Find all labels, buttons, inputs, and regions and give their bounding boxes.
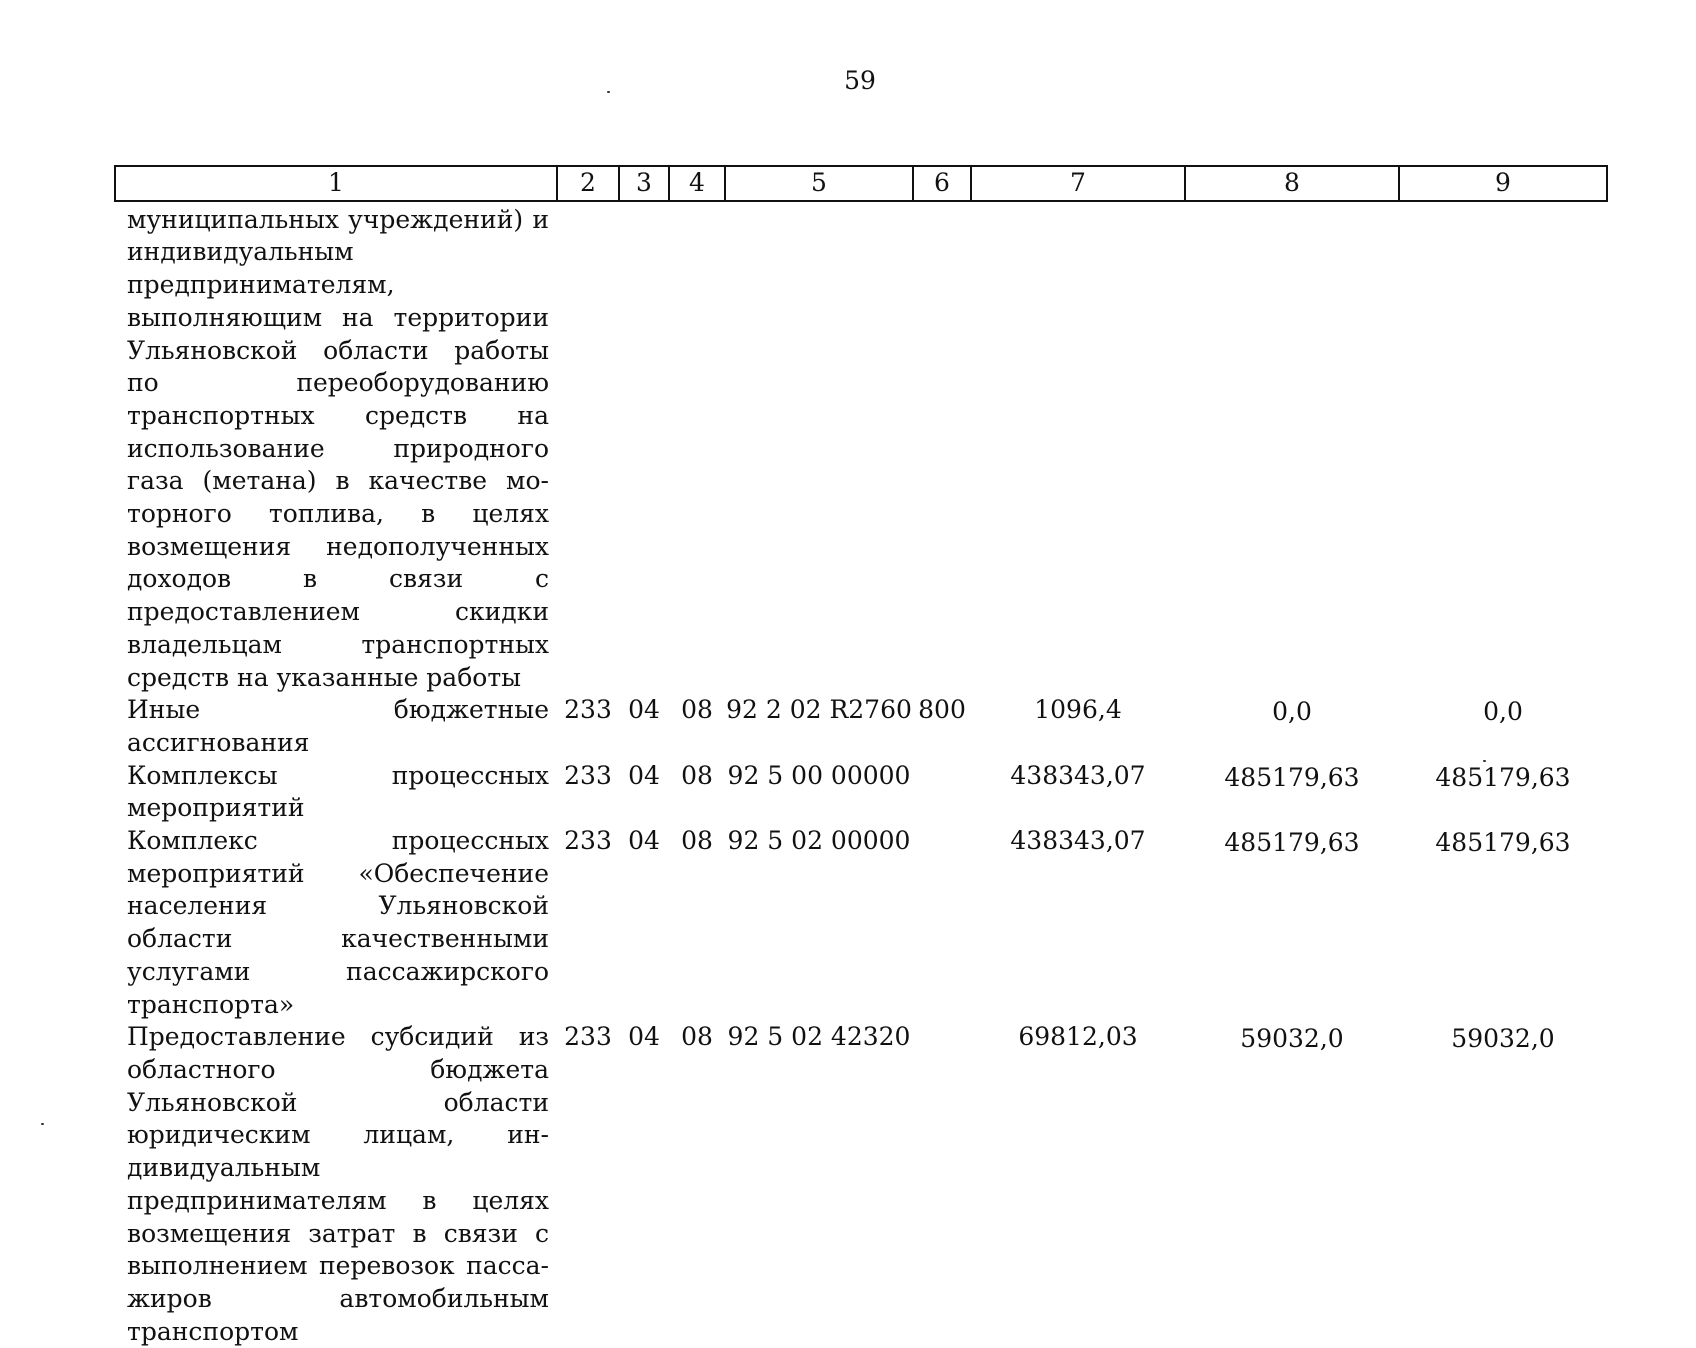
row-sum-2: 59032,0 — [1240, 1024, 1344, 1054]
header-col-2: 2 — [557, 166, 619, 201]
row-sum-1: 438343,07 — [1010, 826, 1146, 856]
header-col-9: 9 — [1399, 166, 1607, 201]
row-sum-2: 485179,63 — [1224, 762, 1360, 792]
row-pr — [669, 201, 725, 695]
row-vr — [913, 760, 971, 825]
row-sum-1 — [971, 201, 1185, 695]
row-pr: 08 — [681, 695, 713, 725]
table-row — [115, 825, 1607, 1021]
row-name: Иные бюджетные ассигнования — [127, 695, 549, 757]
row-vr: 800 — [918, 695, 966, 725]
row-sum-2 — [1185, 201, 1399, 695]
header-col-8: 8 — [1185, 166, 1399, 201]
header-col-6: 6 — [913, 166, 971, 201]
row-sum-1: 69812,03 — [1018, 1022, 1138, 1052]
table-row — [115, 1021, 1607, 1348]
table-body — [115, 201, 1607, 1348]
page-number: 59 — [844, 66, 876, 95]
row-name: Комплексы процессных мероприятий — [127, 760, 549, 823]
row-csr: 92 2 02 R2760 — [726, 695, 912, 725]
row-grbs: 233 — [564, 760, 612, 790]
row-csr: 92 5 02 42320 — [727, 1022, 911, 1052]
budget-table — [114, 165, 1608, 1348]
row-rz: 04 — [628, 826, 660, 856]
scan-speck — [607, 91, 610, 93]
row-csr — [725, 201, 913, 695]
row-grbs: 233 — [564, 1022, 612, 1052]
table-row — [115, 694, 1607, 759]
row-sum-3: 485179,63 — [1435, 828, 1571, 858]
row-rz — [619, 201, 669, 695]
row-rz: 04 — [628, 695, 660, 725]
row-vr — [913, 201, 971, 695]
row-vr — [913, 825, 971, 1021]
row-sum-3: 0,0 — [1483, 697, 1523, 727]
row-rz: 04 — [628, 760, 660, 790]
table-row — [115, 760, 1607, 825]
row-name: Предоставление субсидий из областного бюджета Ульяновской области юридическим лицам, индивидуальным предпринимателям в целях возмещения затрат в связи с выполнением перевозок пассажиров автомобильным транспортом — [127, 1022, 549, 1346]
row-sum-1: 1096,4 — [1034, 695, 1122, 725]
header-col-7: 7 — [971, 166, 1185, 201]
row-sum-2: 485179,63 — [1224, 828, 1360, 858]
row-pr: 08 — [681, 826, 713, 856]
row-grbs — [557, 201, 619, 695]
row-csr: 92 5 00 00000 — [727, 760, 911, 790]
row-rz: 04 — [628, 1022, 660, 1052]
row-sum-1: 438343,07 — [1010, 760, 1146, 790]
header-row — [115, 166, 1607, 201]
header-col-5: 5 — [725, 166, 913, 201]
row-sum-3: 59032,0 — [1451, 1024, 1555, 1054]
row-sum-3: 485179,63 — [1435, 762, 1571, 792]
row-vr — [913, 1021, 971, 1348]
header-col-1: 1 — [115, 166, 557, 201]
row-csr: 92 5 02 00000 — [727, 826, 911, 856]
header-col-4: 4 — [669, 166, 725, 201]
scan-speck — [41, 1123, 44, 1125]
row-grbs: 233 — [564, 695, 612, 725]
row-name: муниципальных учреждений) и индивидуальным предпринимателям, выполняющим на территории Ульяновской области работы по переоборудованию транспортных средств на использование природного газа (метана) в качестве моторного топлива, в целях возмещения недополученных доходов в связи с предоставлением скидки владельцам транспортных средств на указанные работы — [127, 204, 549, 692]
row-pr: 08 — [681, 1022, 713, 1052]
row-name: Комплекс процессных мероприятий «Обеспечение населения Ульяновской области качественными услугами пассажирского транспорта» — [127, 826, 549, 1019]
row-sum-3 — [1399, 201, 1607, 695]
table-header — [115, 166, 1607, 201]
table-row — [115, 201, 1607, 695]
row-grbs: 233 — [564, 826, 612, 856]
header-col-3: 3 — [619, 166, 669, 201]
row-pr: 08 — [681, 760, 713, 790]
row-sum-2: 0,0 — [1272, 697, 1312, 727]
